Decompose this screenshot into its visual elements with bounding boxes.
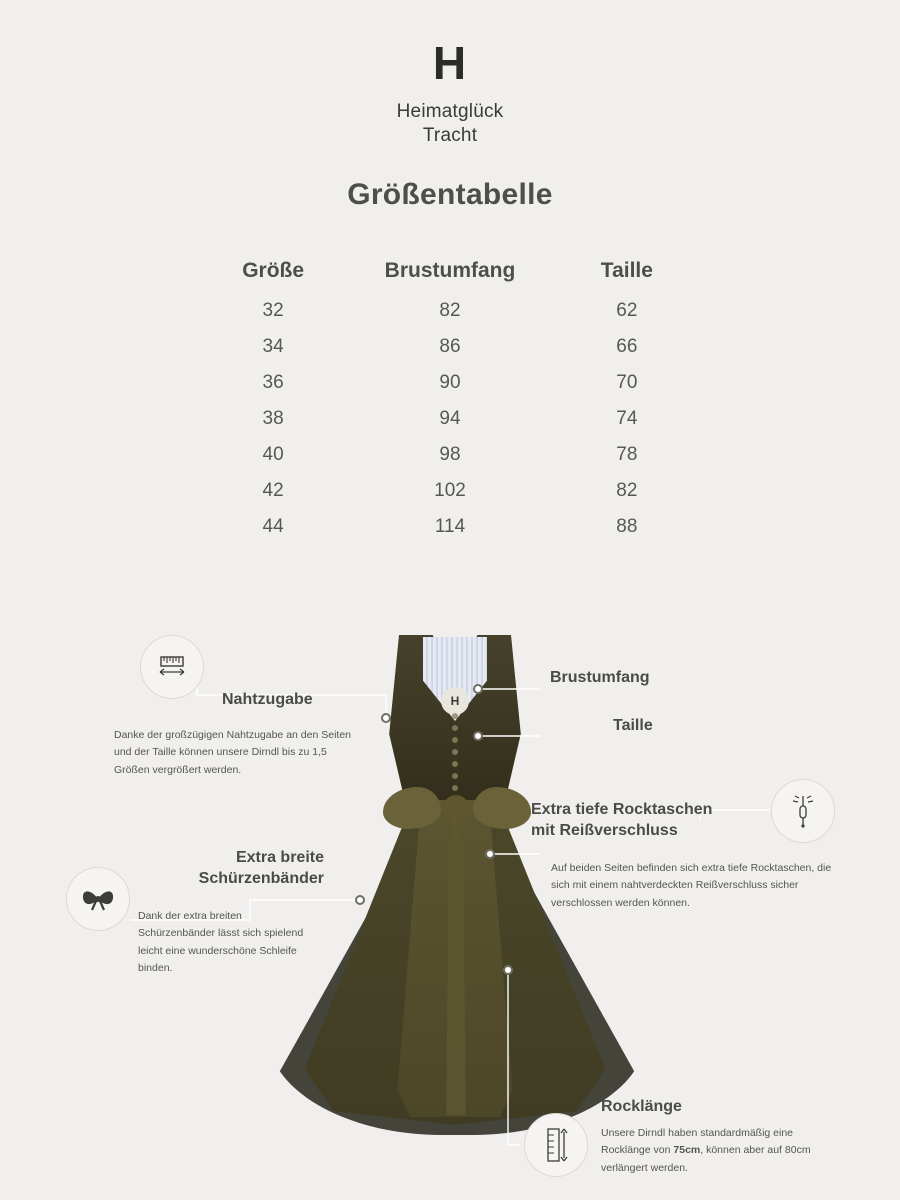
- page-title: Größentabelle: [347, 178, 553, 211]
- cell-size: 32: [262, 300, 284, 321]
- table-row: [186, 473, 714, 509]
- cell-waist: 88: [616, 516, 638, 537]
- callout-title-brustumfang: Brustumfang: [550, 669, 650, 686]
- table-row: [186, 437, 714, 473]
- cell-size: 40: [262, 444, 284, 465]
- callout-body-rocktaschen: Auf beiden Seiten befinden sich extra tiefe Rocktaschen, die sich mit einem nahtverdeckten Reißverschluss sicher verschlossen werden können.: [551, 862, 832, 909]
- dirndl-illustration-section: [0, 560, 900, 1200]
- cell-size: 36: [262, 372, 284, 393]
- brand-logo: H: [432, 37, 468, 89]
- cell-waist: 70: [616, 372, 638, 393]
- callout-title-rocklaenge: Rocklänge: [601, 1098, 682, 1115]
- table-row: [186, 509, 714, 545]
- callout-title-schuerzenbaender: [104, 848, 324, 890]
- cell-bust: 102: [434, 480, 466, 501]
- table-header-row: [186, 258, 714, 293]
- brand-name: [0, 100, 900, 148]
- callout-body-schuerzenbaender: Dank der extra breiten Schürzenbänder lässt sich spielend leicht eine wunderschöne Schleife binden.: [138, 910, 304, 974]
- callout-dot-rocktaschen: [485, 849, 495, 859]
- cell-waist: 66: [616, 336, 638, 357]
- callout-title-schuerzenbaender-line1: Extra breite: [235, 849, 324, 866]
- callout-title-nahtzugabe: Nahtzugabe: [222, 691, 313, 708]
- callout-body-rocklaenge: [601, 1125, 836, 1177]
- cell-bust: 90: [439, 372, 461, 393]
- bow-icon: [80, 886, 116, 912]
- callout-dot-taille: [473, 731, 483, 741]
- table-row: [186, 401, 714, 437]
- callout-title-rocktaschen-line1: Extra tiefe Rocktaschen: [531, 801, 713, 818]
- rocklaenge-text-part2: , können aber auf 80cm verlängert werden.: [601, 1144, 811, 1174]
- cell-bust: 94: [439, 408, 461, 429]
- bow-loop-left: [383, 787, 441, 829]
- callout-title-rocktaschen: [531, 800, 712, 842]
- brand-badge: H: [441, 687, 469, 715]
- apron-bow: [383, 787, 531, 833]
- callout-title-rocktaschen-line2: mit Reißverschluss: [531, 821, 678, 839]
- callout-dot-nahtzugabe: [381, 713, 391, 723]
- size-table: [186, 258, 714, 545]
- cell-size: 38: [262, 408, 284, 429]
- table-row: [186, 365, 714, 401]
- cell-size: 44: [262, 516, 284, 537]
- cell-waist: 78: [616, 444, 638, 465]
- callout-title-schuerzenbaender-line2: Schürzenbänder: [198, 869, 324, 887]
- column-header-groesse: Größe: [242, 259, 305, 282]
- measuring-tape-icon-circle: [140, 635, 204, 699]
- brand-name-line1: Heimatglück: [396, 101, 504, 122]
- cell-bust: 82: [439, 300, 461, 321]
- cell-bust: 114: [434, 516, 466, 537]
- table-row: [186, 293, 714, 329]
- callout-dot-brustumfang: [473, 684, 483, 694]
- cell-waist: 62: [616, 300, 638, 321]
- cell-waist: 82: [616, 480, 638, 501]
- cell-size: 34: [262, 336, 284, 357]
- callout-title-taille: Taille: [613, 717, 653, 734]
- rocklaenge-text-part1: Unsere Dirndl haben standardmäßig eine Rocklänge von: [601, 1127, 794, 1157]
- column-header-brustumfang: Brustumfang: [384, 259, 516, 282]
- ruler-icon-circle: [524, 1113, 588, 1177]
- cell-size: 42: [262, 480, 284, 501]
- callout-dot-schuerzenbaender: [355, 895, 365, 905]
- callout-dot-rocklaenge: [503, 965, 513, 975]
- table-row: [186, 329, 714, 365]
- bow-knot: [443, 795, 469, 821]
- cell-bust: 98: [439, 444, 461, 465]
- callout-body-nahtzugabe: Danke der großzügigen Nahtzugabe an den Seiten und der Taille können unsere Dirndl bis zu 1,5 Größen vergrößert werden.: [114, 729, 351, 776]
- zipper-icon: [790, 794, 816, 828]
- zipper-icon-circle: [771, 779, 835, 843]
- brand-header: [0, 37, 900, 148]
- cell-waist: 74: [616, 408, 638, 429]
- rocklaenge-text-bold: 75cm: [673, 1144, 701, 1157]
- measuring-tape-icon: [155, 655, 189, 679]
- ruler-icon: [543, 1126, 569, 1164]
- bow-loop-right: [473, 787, 531, 829]
- brand-name-line2: Tracht: [422, 124, 478, 146]
- column-header-taille: Taille: [600, 259, 653, 282]
- cell-bust: 86: [439, 336, 461, 357]
